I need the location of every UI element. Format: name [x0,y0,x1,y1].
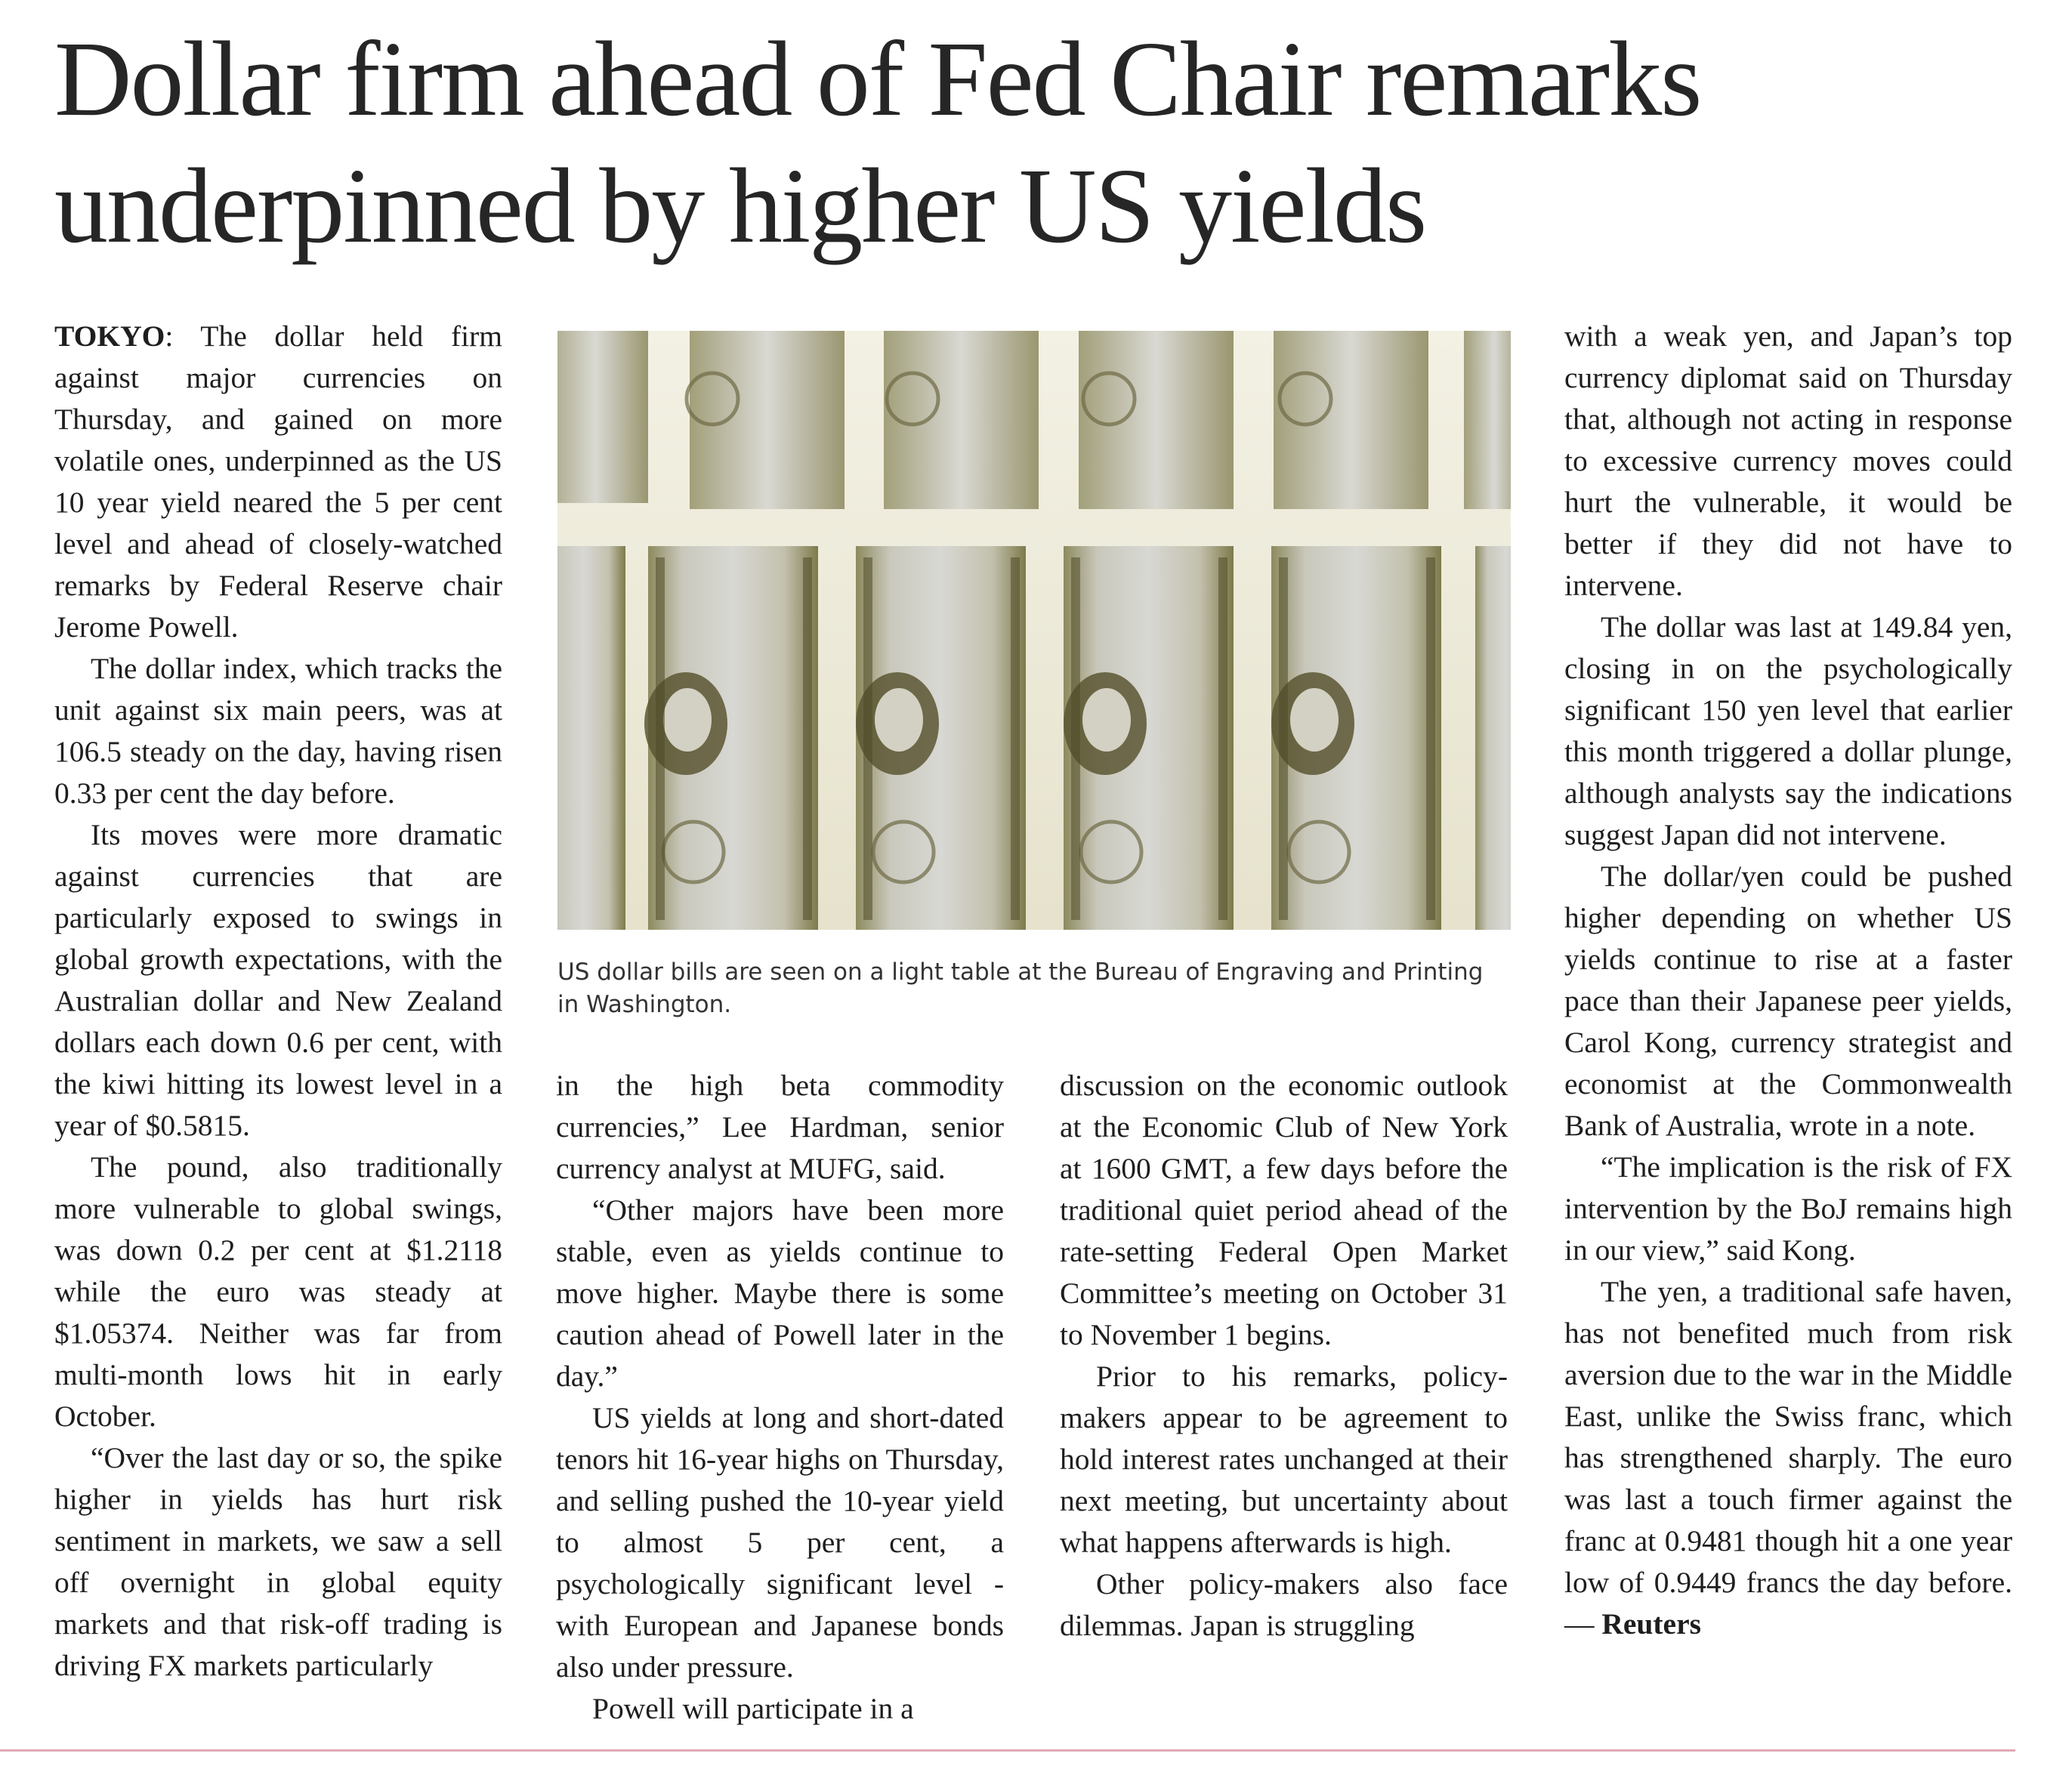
paragraph: “The implication is the risk of FX intervention by the BoJ remains high in our view,” said Kong. [1564,1150,2012,1267]
paragraph: The dollar was last at 149.84 yen, closing in on the psychologically significant 150 yen level that earlier this month triggered a dollar plunge, although analysts say the indications suggest Japan did not intervene. [1564,610,2012,851]
paragraph: with a weak yen, and Japan’s top currency diplomat said on Thursday that, although not acting in response to excessive currency moves could hurt the vulnerable, it would be better if they did not have to intervene. [1564,319,2012,602]
paragraph: “Over the last day or so, the spike higher in yields has hurt risk sentiment in markets, we saw a sell off overnight in global equity markets and that risk-off trading is driving FX markets particularly [54,1441,502,1682]
article-column-1 [54,316,502,1687]
paragraph: The dollar index, which tracks the unit against six main peers, was at 106.5 steady on the day, having risen 0.33 per cent the day before. [54,652,502,810]
headline [54,15,2018,269]
paragraph: Its moves were more dramatic against currencies that are particularly exposed to swings in global growth expectations, with the Australian dollar and New Zealand dollars each down 0.6 per cent, with the kiwi hitting its lowest level in a year of $0.5815. [54,818,502,1142]
paragraph: discussion on the economic outlook at the Economic Club of New York at 1600 GMT, a few days before the traditional quiet period ahead of the rate-setting Federal Open Market Committee’s meeting on October 31 to November 1 begins. [1060,1069,1508,1351]
dateline: TOKYO [54,319,165,353]
article-column-4 [1564,316,2012,1645]
dollar-bills-image [557,331,1511,930]
paragraph-text: : The dollar held firm against major currencies on Thursday, and gained on more volatile ones, underpinned as the US 10 year yield neared the 5 per cent level and ahead of closely-watched remarks by Federal Reserve chair Jerome Powell. [54,319,502,644]
article-photo [557,331,1511,930]
source-credit: Reuters [1601,1607,1701,1641]
paragraph: US yields at long and short-dated tenors hit 16-year highs on Thursday, and selling pushed the 10-year yield to almost 5 per cent, a psychologically significant level - with European and Japanese bonds also under pressure. [556,1401,1004,1684]
headline-line-2: underpinned by higher US yields [54,146,1426,265]
article-column-3 [1060,1065,1508,1647]
paragraph: The dollar/yen could be pushed higher depending on whether US yields continue to rise at a faster pace than their Japanese peer yields, Carol Kong, currency strategist and economist at the Commonwealth Bank of Australia, wrote in a note. [1564,860,2012,1142]
paragraph-text: The yen, a traditional safe haven, has not benefited much from risk aversion due to the war in the Middle East, unlike the Swiss franc, which has strengthened sharply. The euro was last a touch firmer against the franc at 0.9481 though hit a one year low of 0.9449 francs the day before. — [1564,1275,2012,1641]
paragraph: The pound, also traditionally more vulnerable to global swings, was down 0.2 per cent at $1.2118 while the euro was steady at $1.05374. Neither was far from multi-month lows hit in early October. [54,1150,502,1433]
paragraph: Other policy-makers also face dilemmas. Japan is struggling [1060,1567,1508,1642]
photo-caption: US dollar bills are seen on a light table at the Bureau of Engraving and Printing in Washington. [557,958,1484,1018]
paragraph [54,316,502,648]
paragraph: Powell will participate in a [592,1692,914,1725]
headline-line-1: Dollar firm ahead of Fed Chair remarks [54,19,1701,138]
paragraph: in the high beta commodity currencies,” Lee Hardman, senior currency analyst at MUFG, said. [556,1069,1004,1185]
paragraph [1564,1271,2012,1645]
paragraph: Prior to his remarks, policy-makers appear to be agreement to hold interest rates unchanged at their next meeting, but uncertainty about what happens afterwards is high. [1060,1360,1508,1559]
paragraph: “Other majors have been more stable, even as yields continue to move higher. Maybe there is some caution ahead of Powell later in the day.” [556,1193,1004,1393]
bottom-rule [0,1749,2015,1752]
article-column-2 [556,1065,1004,1730]
